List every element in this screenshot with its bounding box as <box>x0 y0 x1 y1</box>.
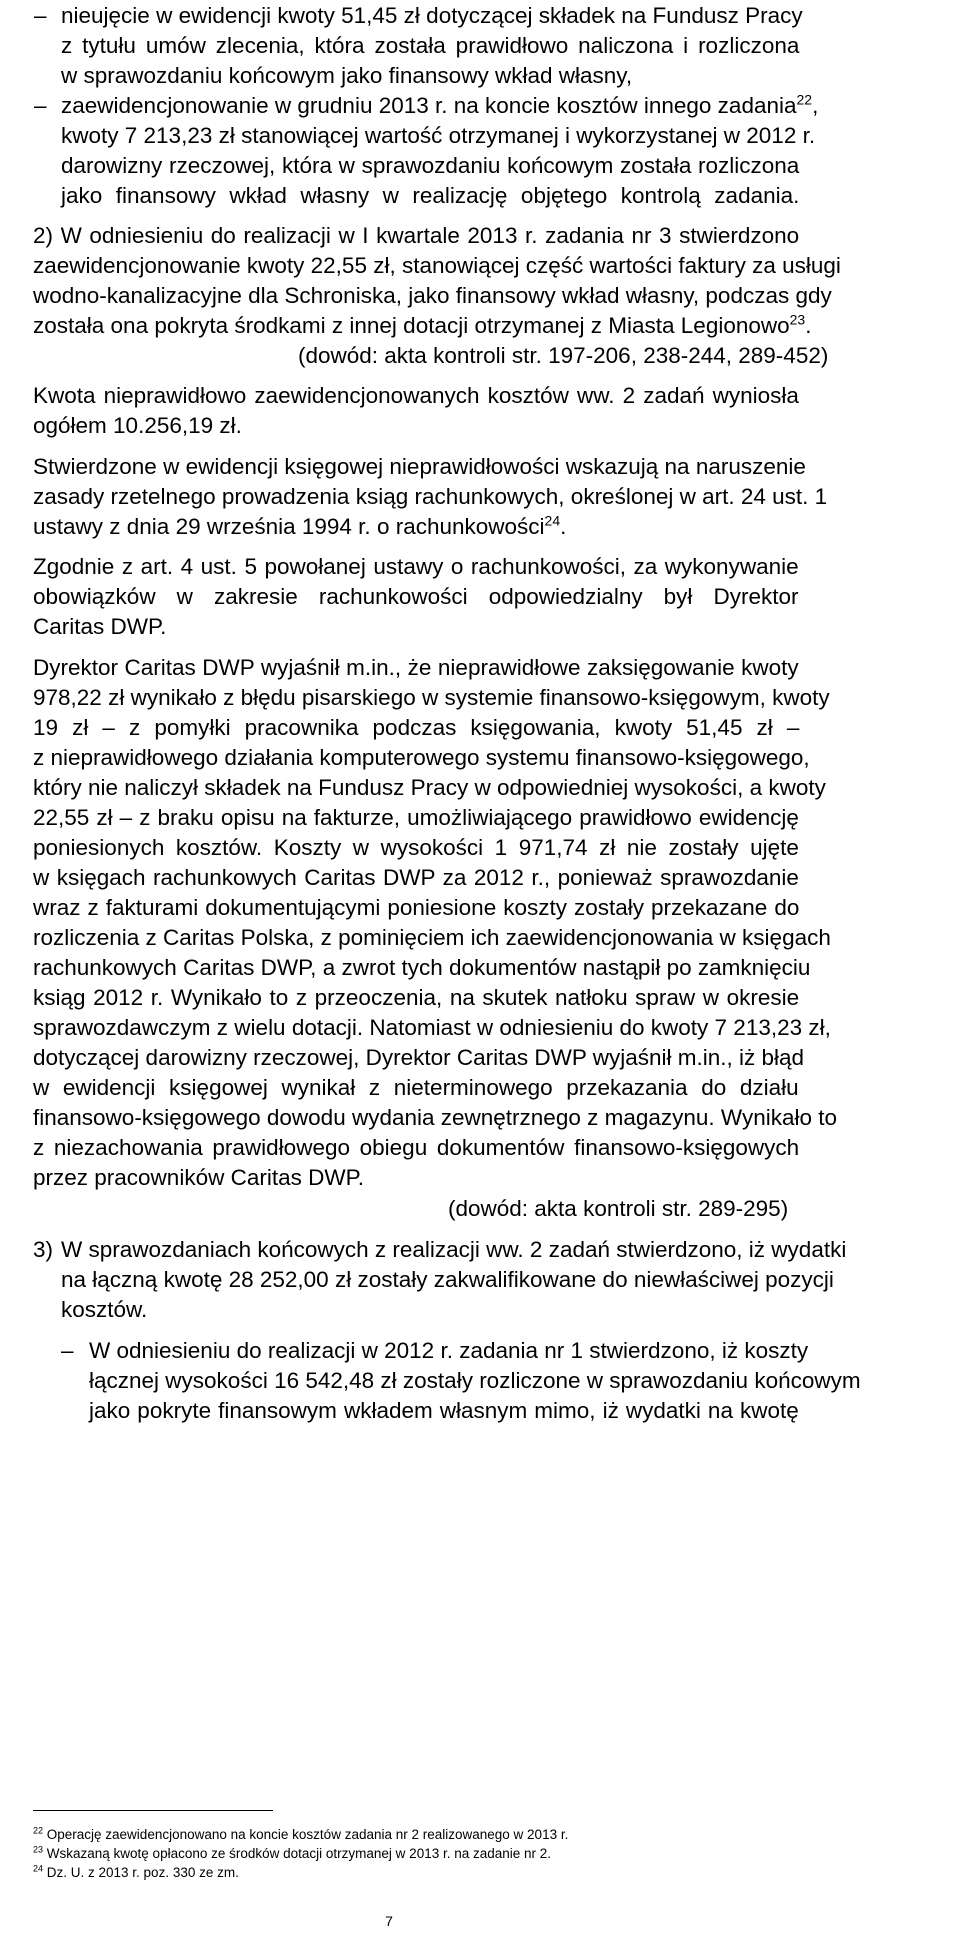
line-text: łącznej wysokości 16 542,48 zł zostały rozliczone w sprawozdaniu końcowym <box>89 1368 861 1393</box>
line-text: nieujęcie w ewidencji kwoty 51,45 zł dotyczącej składek na Fundusz Pracy <box>61 3 803 28</box>
line-text: 978,22 zł wynikało z błędu pisarskiego w systemie finansowo-księgowym, kwoty <box>33 685 830 710</box>
footnote-number: 24 <box>33 1863 44 1874</box>
line-text: w ewidencji księgowej wynikał z nieterminowego przekazania do działu <box>33 1075 799 1100</box>
footnote-ref: 22 <box>796 91 813 108</box>
line-text: sprawozdawczym z wielu dotacji. Natomiast w odniesieniu do kwoty 7 213,23 zł, <box>33 1015 831 1040</box>
footnote-separator <box>33 1810 273 1811</box>
text-line <box>33 744 810 772</box>
text-line <box>33 553 799 581</box>
line-text: Caritas DWP. <box>33 614 167 639</box>
text-line <box>33 382 799 410</box>
page-number: 7 <box>385 1913 393 1929</box>
line-text: z nieprawidłowego działania komputerowego systemu finansowo-księgowego, <box>33 745 810 770</box>
text-line <box>61 122 815 150</box>
line-text: (dowód: akta kontroli str. 197-206, 238-244, 289-452) <box>298 343 829 368</box>
line-text: Dyrektor Caritas DWP wyjaśnił m.in., że nieprawidłowe zaksięgowanie kwoty <box>33 655 799 680</box>
line-text: wraz z fakturami dokumentującymi poniesione koszty zostały przekazane do <box>33 895 800 920</box>
text-line <box>33 804 799 832</box>
text-line <box>89 1397 799 1425</box>
text-line <box>33 924 831 952</box>
line-text: wodno-kanalizacyjne dla Schroniska, jako finansowy wkład własny, podczas gdy <box>33 283 832 308</box>
line-text: obowiązków w zakresie rachunkowości odpowiedzialny był Dyrektor <box>33 584 799 609</box>
text-line <box>61 1266 834 1294</box>
line-text: na łączną kwotę 28 252,00 zł zostały zakwalifikowane do niewłaściwej pozycji <box>61 1267 834 1292</box>
footnote-text: Wskazaną kwotę opłacono ze środków dotacji otrzymanej w 2013 r. na zadanie nr 2. <box>43 1846 552 1861</box>
footnote-text: Operację zaewidencjonowano na koncie kosztów zadania nr 2 realizowanego w 2013 r. <box>43 1827 569 1842</box>
text-line <box>33 684 830 712</box>
line-text: dotyczącej darowizny rzeczowej, Dyrektor Caritas DWP wyjaśnił m.in., iż błąd <box>33 1045 805 1070</box>
line-text: ogółem 10.256,19 zł. <box>33 413 242 438</box>
footnote-number: 22 <box>33 1825 44 1836</box>
text-line <box>33 282 832 310</box>
line-text: ksiąg 2012 r. Wynikało to z przeoczenia, na skutek natłoku spraw w okresie <box>33 985 800 1010</box>
text-line <box>89 1337 808 1365</box>
text-line <box>33 894 799 922</box>
text-line <box>33 453 806 481</box>
line-text: 3) <box>33 1237 54 1262</box>
line-text: 2) W odniesieniu do realizacji w I kwartale 2013 r. zadania nr 3 stwierdzono <box>33 223 800 248</box>
text-line <box>33 1014 831 1042</box>
list-marker <box>33 1236 53 1264</box>
text-line <box>61 32 799 60</box>
line-text: w sprawozdaniu końcowym jako finansowy wkład własny, <box>61 63 633 88</box>
list-marker <box>61 1337 74 1365</box>
text-line <box>33 483 827 511</box>
text-line <box>33 412 242 440</box>
text-line <box>33 984 799 1012</box>
line-text: 22,55 zł – z braku opisu na fakturze, umożliwiającego prawidłowo ewidencję <box>33 805 799 830</box>
text-line <box>33 1164 364 1192</box>
text-line <box>33 774 826 802</box>
text-line <box>61 62 632 90</box>
line-text: który nie naliczył składek na Fundusz Pracy w odpowiedniej wysokości, a kwoty <box>33 775 826 800</box>
text-line <box>33 252 841 280</box>
footnote-text: Dz. U. z 2013 r. poz. 330 ze zm. <box>43 1865 239 1880</box>
line-text: jako pokryte finansowym wkładem własnym mimo, iż wydatki na kwotę <box>89 1398 799 1423</box>
text-line <box>33 834 799 862</box>
line-text: została ona pokryta środkami z innej dotacji otrzymanej z Miasta Legionowo <box>33 313 790 338</box>
text-line <box>61 2 803 30</box>
text-line <box>298 342 828 370</box>
footnote-ref: 24 <box>544 512 561 529</box>
line-text: z tytułu umów zlecenia, która została prawidłowo naliczona i rozliczona <box>61 33 800 58</box>
text-line <box>33 954 810 982</box>
footnote <box>33 1864 239 1881</box>
line-text: kwoty 7 213,23 zł stanowiącej wartość otrzymanej i wykorzystanej w 2012 r. <box>61 123 816 148</box>
line-text-tail: . <box>560 514 567 539</box>
text-line <box>33 1134 799 1162</box>
line-text: poniesionych kosztów. Koszty w wysokości 1 971,74 zł nie zostały ujęte <box>33 835 799 860</box>
text-line <box>33 1074 799 1102</box>
line-text: rachunkowych Caritas DWP, a zwrot tych dokumentów nastąpił po zamknięciu <box>33 955 811 980</box>
line-text: przez pracowników Caritas DWP. <box>33 1165 364 1190</box>
text-line <box>33 1104 837 1132</box>
list-marker <box>34 2 47 30</box>
text-line <box>61 152 799 180</box>
line-text: finansowo-księgowego dowodu wydania zewnętrznego z magazynu. Wynikało to <box>33 1105 838 1130</box>
text-line <box>33 654 799 682</box>
line-text: (dowód: akta kontroli str. 289-295) <box>448 1196 789 1221</box>
text-line <box>33 312 811 340</box>
text-line <box>61 182 799 210</box>
line-text: Stwierdzone w ewidencji księgowej nieprawidłowości wskazują na naruszenie <box>33 454 806 479</box>
text-line <box>33 513 566 541</box>
line-text: zaewidencjonowanie kwoty 22,55 zł, stanowiącej część wartości faktury za usługi <box>33 253 841 278</box>
text-line <box>448 1195 788 1223</box>
text-line <box>33 714 799 742</box>
footnote-ref: 23 <box>789 311 806 328</box>
line-text: 19 zł – z pomyłki pracownika podczas księgowania, kwoty 51,45 zł – <box>33 715 800 740</box>
line-text-tail: , <box>812 93 819 118</box>
line-text: ustawy z dnia 29 września 1994 r. o rachunkowości <box>33 514 545 539</box>
line-text: – <box>34 93 47 118</box>
footnote-number: 23 <box>33 1844 44 1855</box>
footnote <box>33 1826 568 1843</box>
text-line <box>89 1367 861 1395</box>
line-text-tail: . <box>805 313 812 338</box>
list-marker <box>34 92 47 120</box>
line-text: W sprawozdaniach końcowych z realizacji ww. 2 zadań stwierdzono, iż wydatki <box>61 1237 847 1262</box>
text-line <box>61 92 818 120</box>
line-text: – <box>61 1338 74 1363</box>
text-line <box>33 583 799 611</box>
line-text: darowizny rzeczowej, która w sprawozdaniu końcowym została rozliczona <box>61 153 800 178</box>
line-text: jako finansowy wkład własny w realizację objętego kontrolą zadania. <box>61 183 800 208</box>
text-line <box>61 1236 846 1264</box>
line-text: z niezachowania prawidłowego obiegu dokumentów finansowo-księgowych <box>33 1135 800 1160</box>
line-text: zaewidencjonowanie w grudniu 2013 r. na koncie kosztów innego zadania <box>61 93 797 118</box>
line-text: kosztów. <box>61 1297 148 1322</box>
footnote <box>33 1845 551 1862</box>
line-text: w księgach rachunkowych Caritas DWP za 2012 r., ponieważ sprawozdanie <box>33 865 799 890</box>
line-text: Zgodnie z art. 4 ust. 5 powołanej ustawy o rachunkowości, za wykonywanie <box>33 554 799 579</box>
text-line <box>33 864 799 892</box>
text-line <box>33 222 799 250</box>
line-text: W odniesieniu do realizacji w 2012 r. zadania nr 1 stwierdzono, iż koszty <box>89 1338 809 1363</box>
text-line <box>33 613 166 641</box>
line-text: rozliczenia z Caritas Polska, z pominięciem ich zaewidencjonowania w księgach <box>33 925 831 950</box>
line-text: Kwota nieprawidłowo zaewidencjonowanych kosztów ww. 2 zadań wyniosła <box>33 383 799 408</box>
text-line <box>33 1044 804 1072</box>
line-text: – <box>34 3 47 28</box>
text-line <box>61 1296 147 1324</box>
line-text: zasady rzetelnego prowadzenia ksiąg rachunkowych, określonej w art. 24 ust. 1 <box>33 484 828 509</box>
